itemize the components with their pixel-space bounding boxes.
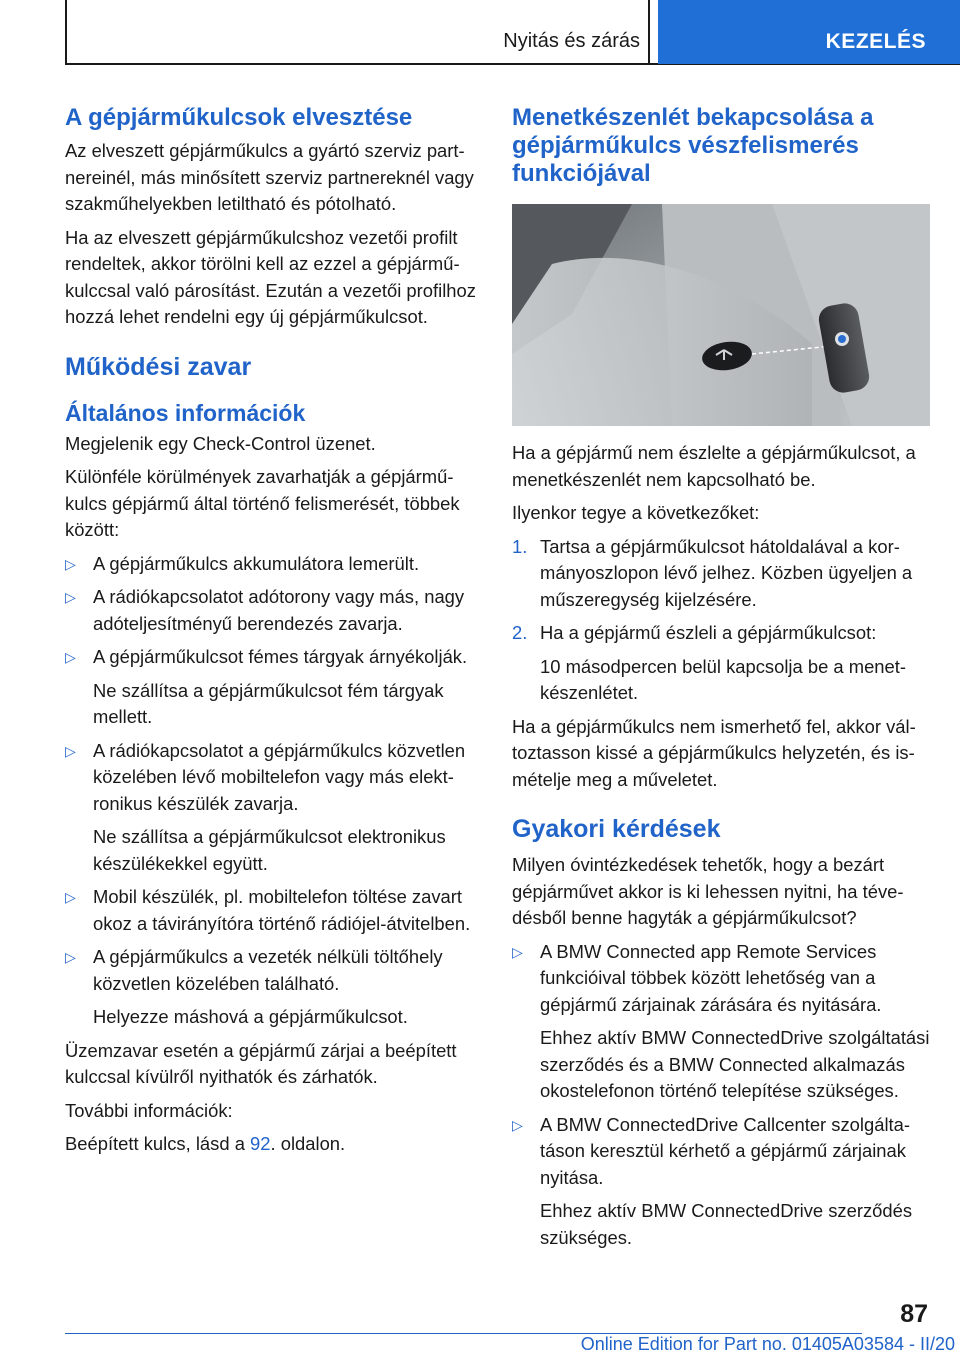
footer-edition: Online Edition for Part no. 01405A03584 - II/20	[580, 1334, 955, 1354]
heading-emergency-detection: Menetkészenlét bekapcsolása a gépjárműkulcs vészfelismerés funkciójával	[512, 104, 874, 187]
list-item	[65, 551, 480, 578]
step-item	[512, 620, 930, 647]
list-item-text: A BMW ConnectedDrive Callcenter szolgáltatáson keresztül kérhető a gépjármű zárjainak nyitása.	[540, 1113, 911, 1188]
list-item	[65, 884, 480, 937]
heading-malfunction: Működési zavar	[65, 352, 252, 381]
heading-lost-keys: A gépjárműkulcsok elvesztése	[65, 104, 413, 131]
paragraph: Az elveszett gépjárműkulcs a gyártó szerviz partnereinél, más minősített szerviz partnereknél vagy szakműhelyekben letiltható és pótolható.	[65, 140, 474, 214]
list-item-text: A gépjárműkulcs akkumulátora lemerült.	[93, 552, 420, 574]
section-title: Nyitás és zárás	[503, 30, 640, 52]
list-item	[65, 644, 480, 671]
header-left-rule	[65, 0, 67, 64]
list-item-text: A gépjárműkulcs a vezeték nélküli töltőhely közvetlen közelében található.	[93, 946, 443, 994]
list-item	[65, 738, 480, 818]
list-item-text: A BMW Connected app Remote Services funkcióival többek között lehetőség van a gépjármű zárjainak zárására és nyitására.	[540, 940, 882, 1015]
bullet-triangle-icon: ▷	[65, 649, 76, 665]
cross-reference-prefix: Beépített kulcs, lásd a	[65, 1133, 251, 1154]
list-item-note: Ehhez aktív BMW ConnectedDrive szolgáltatási szerződés és a BMW Connected alkalmazás okostelefonon történő telepítése szükséges.	[540, 1027, 930, 1101]
list-item	[65, 944, 480, 997]
heading-faq: Gyakori kérdések	[512, 815, 721, 843]
paragraph: Különféle körülmények zavarhatják a gépjárműkulcs gépjármű által történő felismerését, többek között:	[65, 466, 460, 540]
right-column	[512, 100, 930, 1258]
heading-general-info: Általános információk	[65, 399, 306, 426]
step-number: 2.	[512, 622, 528, 643]
page-link[interactable]: 92	[250, 1133, 271, 1154]
page-number: 87	[900, 1300, 928, 1328]
list-item-note: Ehhez aktív BMW ConnectedDrive szerződés szükséges.	[540, 1200, 913, 1248]
step-item	[512, 534, 930, 614]
paragraph: Megjelenik egy Check-Control üzenet.	[65, 432, 376, 454]
bullet-triangle-icon: ▷	[65, 742, 76, 759]
paragraph: Ilyenkor tegye a következőket:	[512, 502, 760, 523]
paragraph: Ha az elveszett gépjárműkulcshoz vezetői profilt rendeltek, akkor törölni kell az ezzel a gépjárműkulccsal való párosítást. Ezután a vezetői profilhoz hozzá lehet rendelni egy új gépjárműkulcsot.	[65, 226, 476, 327]
paragraph: Milyen óvintézkedések tehetők, hogy a bezárt gépjárművet akkor is ki lehessen nyitni, ha tévedésből benne hagyták a gépjárműkulcsot?	[512, 854, 904, 928]
paragraph: Üzemzavar esetén a gépjármű zárjai a beépített kulccsal kívülről nyithatók és zárhatók.	[65, 1039, 457, 1087]
step-number: 1.	[512, 535, 528, 557]
step-text: Ha a gépjármű észleli a gépjárműkulcsot:	[540, 622, 877, 643]
left-column	[65, 100, 480, 1165]
steering-column-key-photo	[512, 204, 930, 426]
paragraph: További információk:	[65, 1099, 233, 1121]
list-item-text: Mobil készülék, pl. mobiltelefon töltése zavart okoz a távirányítóra történő rádiójel-átvitelben.	[93, 886, 471, 934]
photo-illustration	[512, 204, 930, 426]
list-item-text: A gépjárműkulcsot fémes tárgyak árnyékolják.	[93, 646, 468, 667]
cross-reference	[65, 1131, 480, 1158]
paragraph: Ha a gépjárműkulcs nem ismerhető fel, akkor változtasson kissé a gépjárműkulcs helyzetén, és ismételje meg a műveletet.	[512, 715, 916, 790]
bullet-triangle-icon: ▷	[65, 949, 76, 965]
list-item-note: Helyezze máshová a gépjárműkulcsot.	[93, 1006, 408, 1027]
list-item-text: A rádiókapcsolatot adótorony vagy más, nagy adóteljesítményű berendezés zavarja.	[93, 586, 465, 634]
list-item-note: Ne szállítsa a gépjárműkulcsot fém tárgyak mellett.	[93, 679, 444, 727]
list-item-note: Ne szállítsa a gépjárműkulcsot elektronikus készülékekkel együtt.	[93, 826, 446, 874]
paragraph: Ha a gépjármű nem észlelte a gépjárműkulcsot, a menetkészenlét nem kapcsolható be.	[512, 442, 916, 490]
bullet-triangle-icon: ▷	[65, 589, 76, 605]
step-text: Tartsa a gépjárműkulcsot hátoldalával a kormányoszlopon lévő jelhez. Közben ügyeljen a műszeregység kijelzésére.	[540, 535, 913, 610]
list-item-text: A rádiókapcsolatot a gépjárműkulcs közvetlen közelében lévő mobiltelefon vagy más elektronikus készülék zavarja.	[93, 739, 466, 814]
bullet-triangle-icon: ▷	[65, 555, 76, 572]
list-item	[65, 584, 480, 637]
bullet-triangle-icon: ▷	[512, 1116, 523, 1133]
chapter-tab: KEZELÉS	[658, 0, 960, 64]
bullet-triangle-icon: ▷	[65, 889, 76, 905]
header-mid-rule	[648, 0, 650, 64]
bullet-triangle-icon: ▷	[512, 943, 523, 960]
list-item	[512, 939, 930, 1019]
step-note: 10 másodpercen belül kapcsolja be a menetkészenlétet.	[540, 655, 906, 703]
list-item	[512, 1112, 930, 1192]
cross-reference-suffix: . oldalon.	[270, 1133, 346, 1154]
